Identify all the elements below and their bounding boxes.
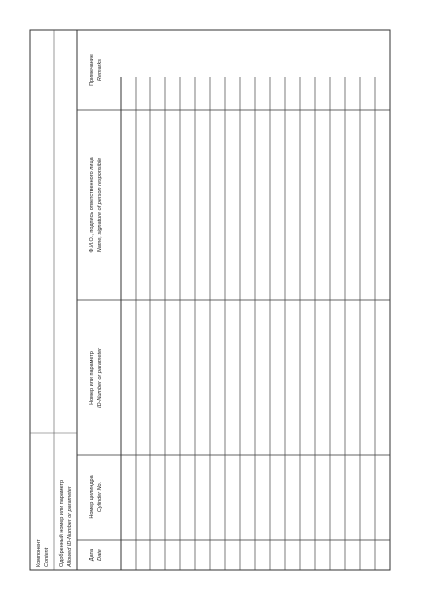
col-name-signature-en: Name, signature of person responsible — [97, 157, 103, 253]
col-date-en: Date — [97, 549, 103, 561]
col-cylinder-ru: Номер цилиндра — [89, 475, 95, 519]
col-id-number-ru: Номер или параметр — [89, 351, 95, 405]
row-lines — [136, 77, 375, 570]
col-date-ru: Дата — [89, 548, 95, 562]
column-dividers — [77, 110, 390, 540]
header-block — [36, 480, 73, 568]
col-remarks-ru: Примечание — [89, 54, 95, 86]
col-remarks-en: Remarks — [97, 58, 103, 82]
allowed-id-label-en: Allowed ID-Number or parameter — [67, 486, 73, 567]
col-id-number-en: ID-Number or parameter — [97, 348, 103, 408]
col-name-signature-ru: Ф.И.О., подпись ответственного лица — [89, 157, 95, 253]
column-headings — [89, 54, 103, 561]
col-cylinder-en: Cylinder No. — [97, 481, 103, 513]
component-label-en: Content — [44, 547, 50, 567]
component-label-ru: Компонент — [36, 539, 42, 567]
allowed-id-label-ru: Одобренный номер или параметр — [59, 479, 65, 567]
